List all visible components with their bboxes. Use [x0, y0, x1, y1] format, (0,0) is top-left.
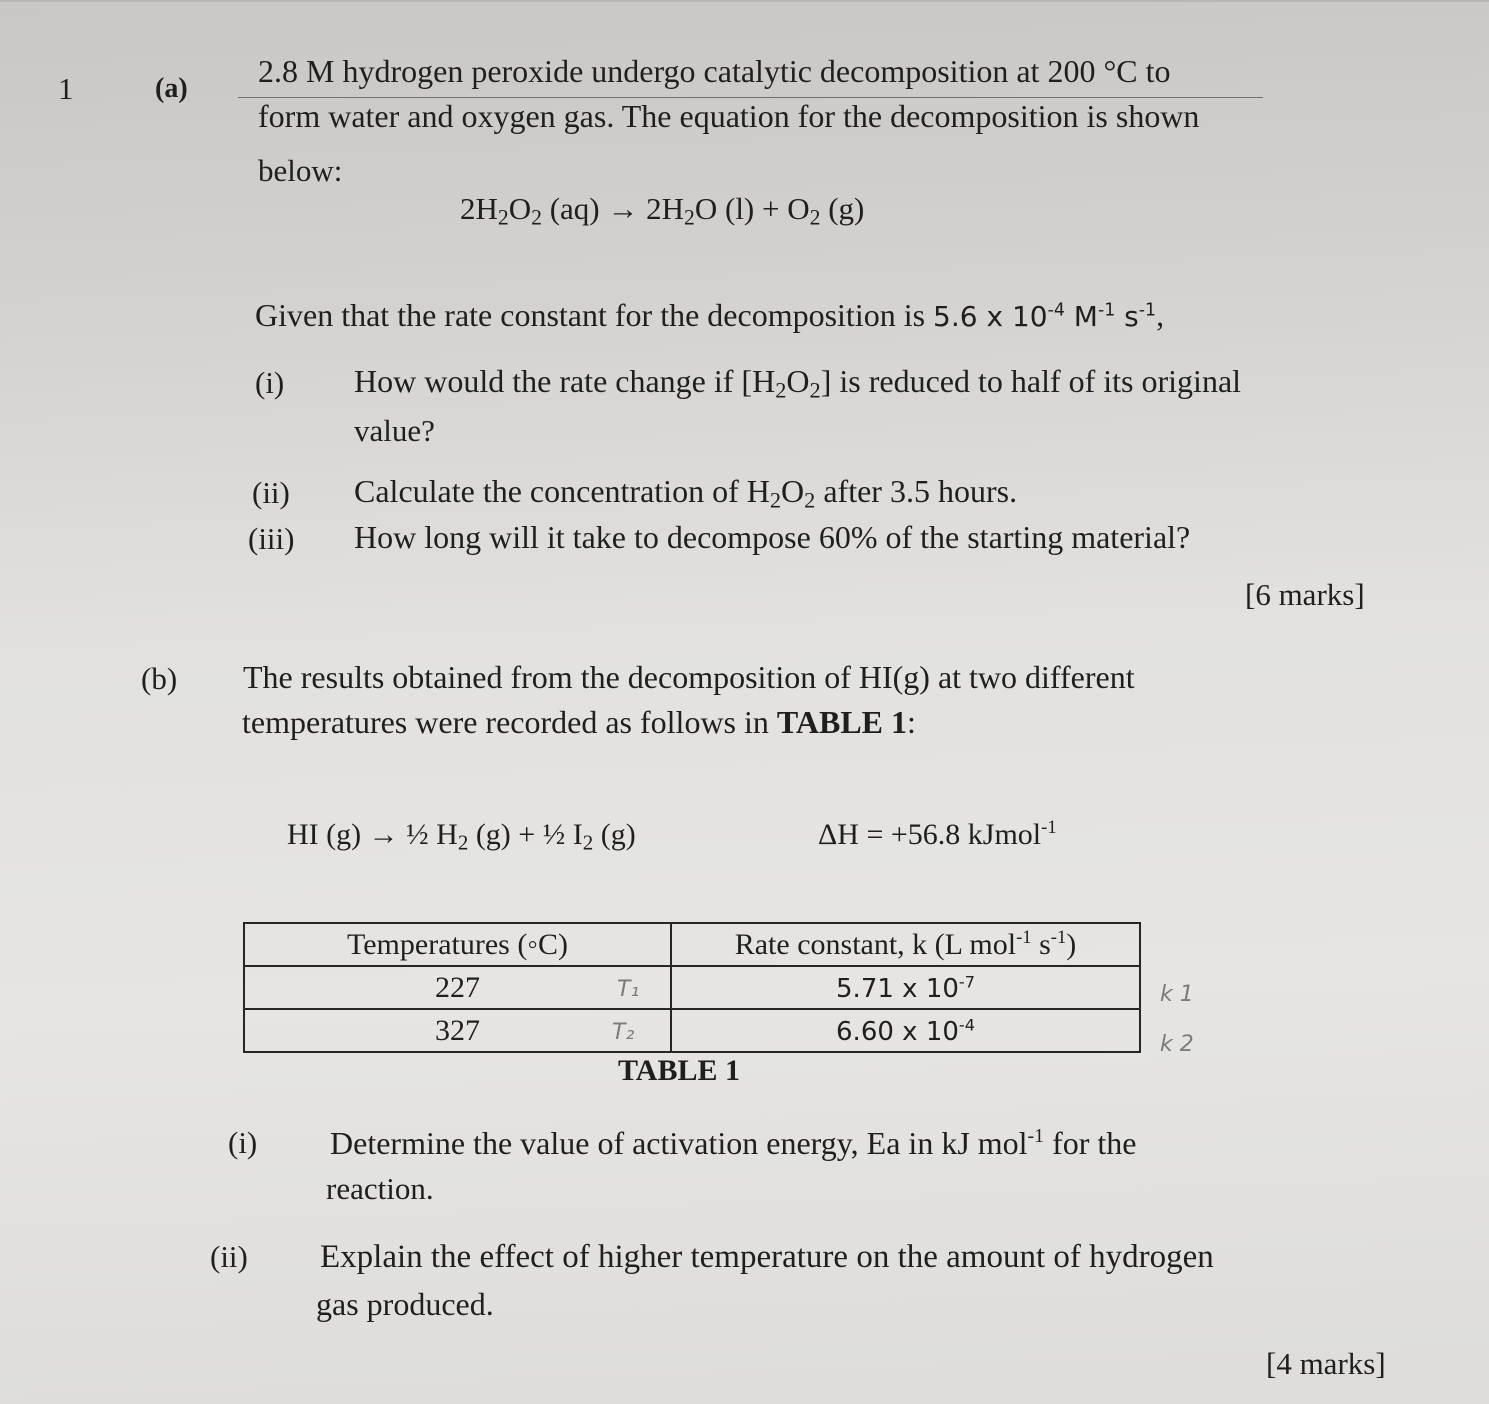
- header-temperature: Temperatures (◦C): [244, 923, 671, 966]
- part-a-intro-line1: 2.8 M hydrogen peroxide undergo catalytic decomposition at 200 °C to: [258, 53, 1171, 89]
- handwritten-k2: k 2: [1160, 1032, 1194, 1057]
- part-a-q3-text: How long will it take to decompose 60% of the starting material?: [354, 519, 1191, 555]
- part-a-label: (a): [155, 73, 188, 104]
- given-rate-constant: Given that the rate constant for the decomposition is 5.6 x $10^{-4}$ $M^{-1}$ $s^{-1}$,: [255, 297, 1165, 333]
- hi-decomposition-equation: HI (g) → ½ $H_2$ (g) + ½ $I_2$ (g): [287, 818, 636, 855]
- table-row: [244, 1009, 1140, 1052]
- part-a-q3-label: (iii): [248, 521, 295, 556]
- part-b-intro-line1: The results obtained from the decomposition of HI(g) at two different: [243, 659, 1135, 695]
- part-b-q1-label: (i): [228, 1125, 258, 1160]
- part-a-q1-text: How would the rate change if $[H_2O_2]$ is reduced to half of its original: [354, 363, 1242, 403]
- enthalpy-change: ΔH = +56.8 kJmol$^{-1}$: [818, 816, 1057, 851]
- decomposition-equation: $2H_2O_2$ $(aq) \to 2H_2O$ $(l) + O_2$ (g): [460, 191, 865, 230]
- part-b-marks: [4 marks]: [1266, 1346, 1386, 1381]
- part-a-q1-label: (i): [255, 365, 285, 400]
- part-b-q1-line2: reaction.: [326, 1171, 434, 1206]
- part-a-q1-line2: value?: [354, 413, 435, 448]
- part-a-marks: [6 marks]: [1245, 577, 1365, 612]
- table-caption: TABLE 1: [618, 1054, 740, 1087]
- handwritten-t1: T₁: [617, 977, 640, 1002]
- table-row: [244, 966, 1140, 1009]
- part-b-q1-text: Determine the value of activation energy, Ea in kJ mol$^{-1}$ for the: [330, 1125, 1137, 1161]
- question-number: 1: [58, 71, 74, 106]
- part-b-q2-label: (ii): [210, 1239, 248, 1274]
- part-a-q2-text: Calculate the concentration of $H_2O_2$ after 3.5 hours.: [354, 473, 1018, 513]
- cell-temperature: 227: [244, 966, 671, 1009]
- cell-rate-constant: 5.71 x $10^{-7}$: [671, 966, 1140, 1009]
- part-a-intro-line3: below:: [258, 153, 343, 188]
- cell-temperature: 327: [244, 1009, 671, 1052]
- part-b-q2-line2: gas produced.: [316, 1286, 494, 1322]
- table-header-row: [244, 923, 1140, 966]
- part-b-intro-line2: temperatures were recorded as follows in TABLE 1:: [242, 704, 916, 740]
- part-a-q2-label: (ii): [252, 475, 290, 510]
- cell-rate-constant: 6.60 x $10^{-4}$: [671, 1009, 1140, 1052]
- top-rule: [0, 0, 1489, 2]
- part-a-intro-line2: form water and oxygen gas. The equation for the decomposition is shown: [258, 98, 1200, 134]
- handwritten-k1: k 1: [1160, 982, 1194, 1007]
- header-rate-constant: Rate constant, k (L mol$^{-1}$ $s^{-1}$): [671, 923, 1140, 966]
- handwritten-t2: T₂: [612, 1020, 635, 1045]
- rate-constant-table: [243, 922, 1141, 1053]
- part-b-q2-line1: Explain the effect of higher temperature on the amount of hydrogen: [320, 1239, 1214, 1275]
- part-b-label: (b): [141, 661, 178, 696]
